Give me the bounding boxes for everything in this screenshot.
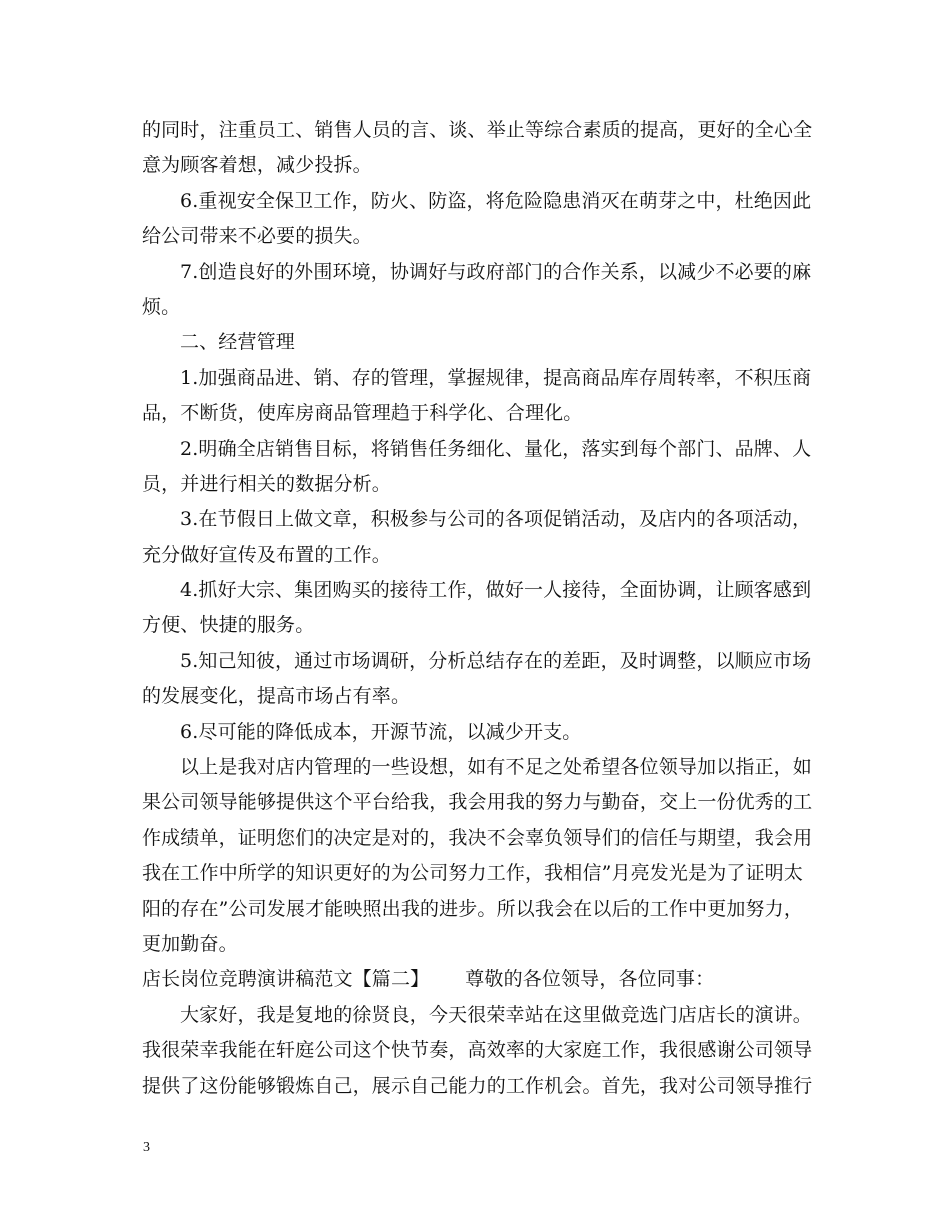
paragraph-line: 方便、快捷的服务。 [142,614,315,637]
paragraph-line: 意为顾客着想，减少投拆。 [142,154,372,177]
paragraph-line: 我很荣幸我能在轩庭公司这个快节奏，高效率的大家庭工作，我很感谢公司领导 [142,1039,813,1062]
paragraph-line: 阳的存在”公司发展才能映照出我的进步。所以我会在以后的工作中更加努力， [142,897,803,920]
paragraph-line: 给公司带来不必要的损失。 [142,225,372,248]
paragraph-line: 4.抓好大宗、集团购买的接待工作，做好一人接待，全面协调，让顾客感到 [180,579,812,602]
paragraph-line: 的发展变化，提高市场占有率。 [142,685,411,708]
paragraph-line: 6.尽可能的降低成本，开源节流，以减少开支。 [180,720,582,743]
paragraph-line: 大家好，我是复地的徐贤良，今天很荣幸站在这里做竞选门店店长的演讲。 [180,1003,812,1026]
article-heading-line [142,962,812,997]
document-body [142,113,812,1104]
paragraph-line: 充分做好宣传及布置的工作。 [142,543,391,566]
page-number: 3 [143,1140,150,1155]
paragraph-line: 员，并进行相关的数据分析。 [142,472,391,495]
paragraph-line: 6.重视安全保卫工作，防火、防盗，将危险隐患消灭在萌芽之中，杜绝因此 [180,189,812,212]
paragraph-line: 作成绩单，证明您们的决定是对的，我决不会辜负领导们的信任与期望，我会用 [142,826,813,849]
paragraph-line: 2.明确全店销售目标，将销售任务细化、量化，落实到每个部门、品牌、人 [180,437,812,460]
paragraph-line: 品，不断货，使库房商品管理趋于科学化、合理化。 [142,402,583,425]
paragraph-line: 5.知己知彼，通过市场调研，分析总结存在的差距，及时调整，以顺应市场 [180,649,812,672]
section-heading: 二、经营管理 [180,331,295,354]
paragraph-line: 3.在节假日上做文章，积极参与公司的各项促销活动，及店内的各项活动， [180,508,812,531]
paragraph-line: 更加勤奋。 [142,932,238,955]
paragraph-line: 的同时，注重员工、销售人员的言、谈、举止等综合素质的提高，更好的全心全 [142,119,813,141]
paragraph-line: 7.创造良好的外围环境，协调好与政府部门的合作关系，以减少不必要的麻 [180,260,812,283]
paragraph-line: 1.加强商品进、销、存的管理，掌握规律，提高商品库存周转率，不积压商 [180,366,812,389]
greeting-text: 尊敬的各位领导，各位同事： [465,968,715,991]
article-title: 店长岗位竞聘演讲稿范文【篇二】 [142,968,430,991]
paragraph-line: 果公司领导能够提供这个平台给我，我会用我的努力与勤奋，交上一份优秀的工 [142,791,813,814]
paragraph-line: 以上是我对店内管理的一些设想，如有不足之处希望各位领导加以指正，如 [180,756,812,779]
paragraph-line: 烦。 [142,295,181,318]
paragraph-line: 我在工作中所学的知识更好的为公司努力工作，我相信”月亮发光是为了证明太 [142,862,803,885]
paragraph-line: 提供了这份能够锻炼自己，展示自己能力的工作机会。首先，我对公司领导推行 [142,1074,813,1097]
